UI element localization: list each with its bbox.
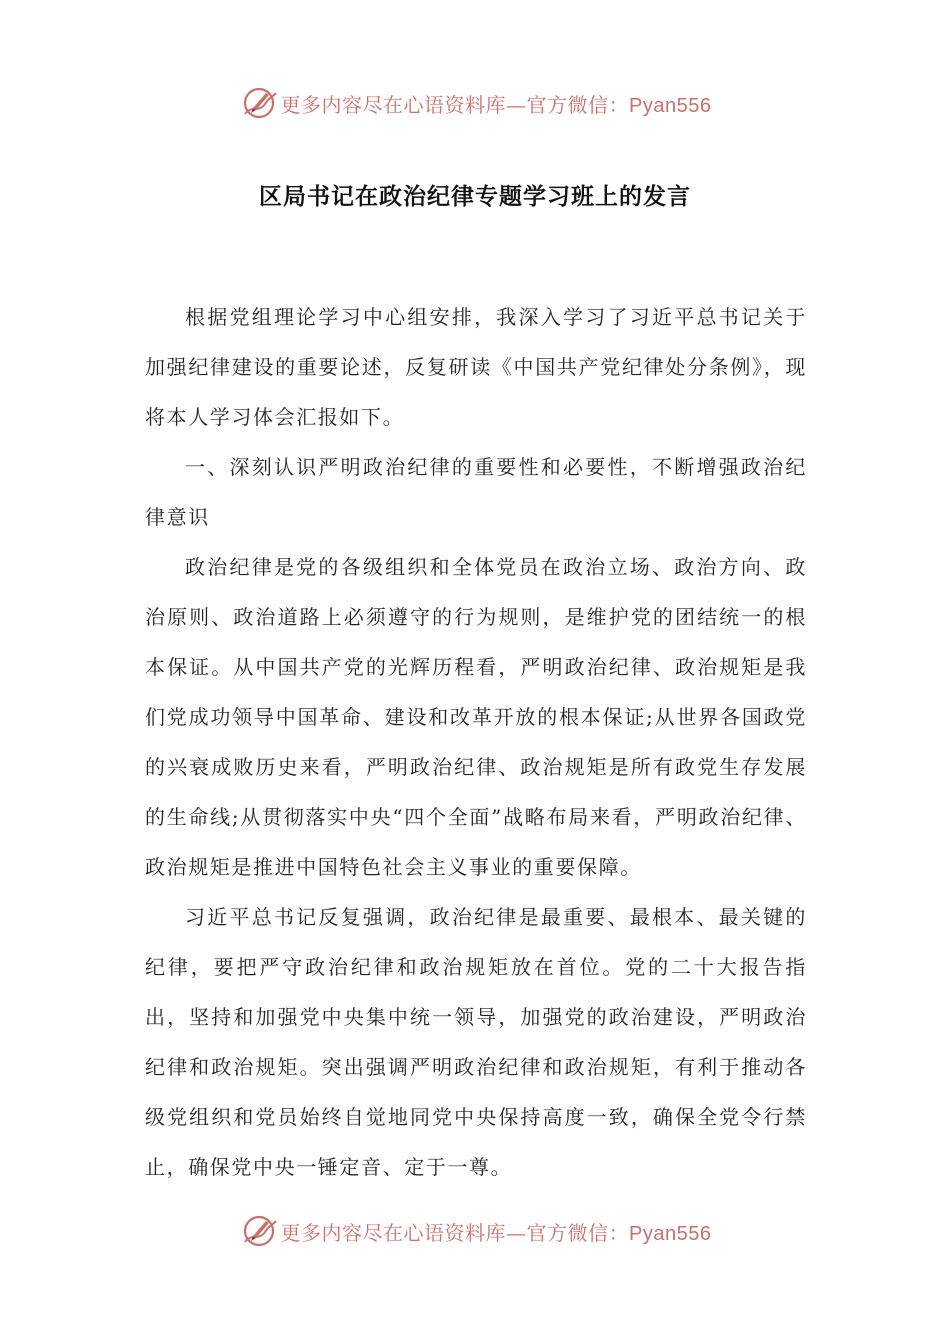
document-body	[145, 292, 807, 1192]
pen-signature-logo-icon	[239, 1211, 279, 1251]
pen-signature-logo-icon	[239, 83, 279, 123]
paragraph: 政治纪律是党的各级组织和全体党员在政治立场、政治方向、政治原则、政治道路上必须遵守的行为规则，是维护党的团结统一的根本保证。从中国共产党的光辉历程看，严明政治纪律、政治规矩是我们党成功领导中国革命、建设和改革开放的根本保证;从世界各国政党的兴衰成败历史来看，严明政治纪律、政治规矩是所有政党生存发展的生命线;从贯彻落实中央“四个全面”战略布局来看，严明政治纪律、政治规矩是推进中国特色社会主义事业的重要保障。	[145, 555, 807, 879]
watermark-text: 更多内容尽在心语资料库—官方微信：Pyan556	[280, 1220, 712, 1245]
watermark-text: 更多内容尽在心语资料库—官方微信：Pyan556	[280, 92, 712, 117]
paragraph: 习近平总书记反复强调，政治纪律是最重要、最根本、最关键的纪律，要把严守政治纪律和政治规矩放在首位。党的二十大报告指出，坚持和加强党中央集中统一领导，加强党的政治建设，严明政治纪律和政治规矩。突出强调严明政治纪律和政治规矩，有利于推动各级党组织和党员始终自觉地同党中央保持高度一致，确保全党令行禁止，确保党中央一锤定音、定于一尊。	[145, 905, 807, 1179]
footer-watermark	[0, 1208, 950, 1254]
section-heading: 一、深刻认识严明政治纪律的重要性和必要性，不断增强政治纪律意识	[145, 455, 807, 529]
header-watermark	[0, 80, 950, 126]
document-title: 区局书记在政治纪律专题学习班上的发言	[259, 184, 691, 210]
paragraph: 根据党组理论学习中心组安排，我深入学习了习近平总书记关于加强纪律建设的重要论述，反复研读《中国共产党纪律处分条例》，现将本人学习体会汇报如下。	[145, 305, 807, 429]
